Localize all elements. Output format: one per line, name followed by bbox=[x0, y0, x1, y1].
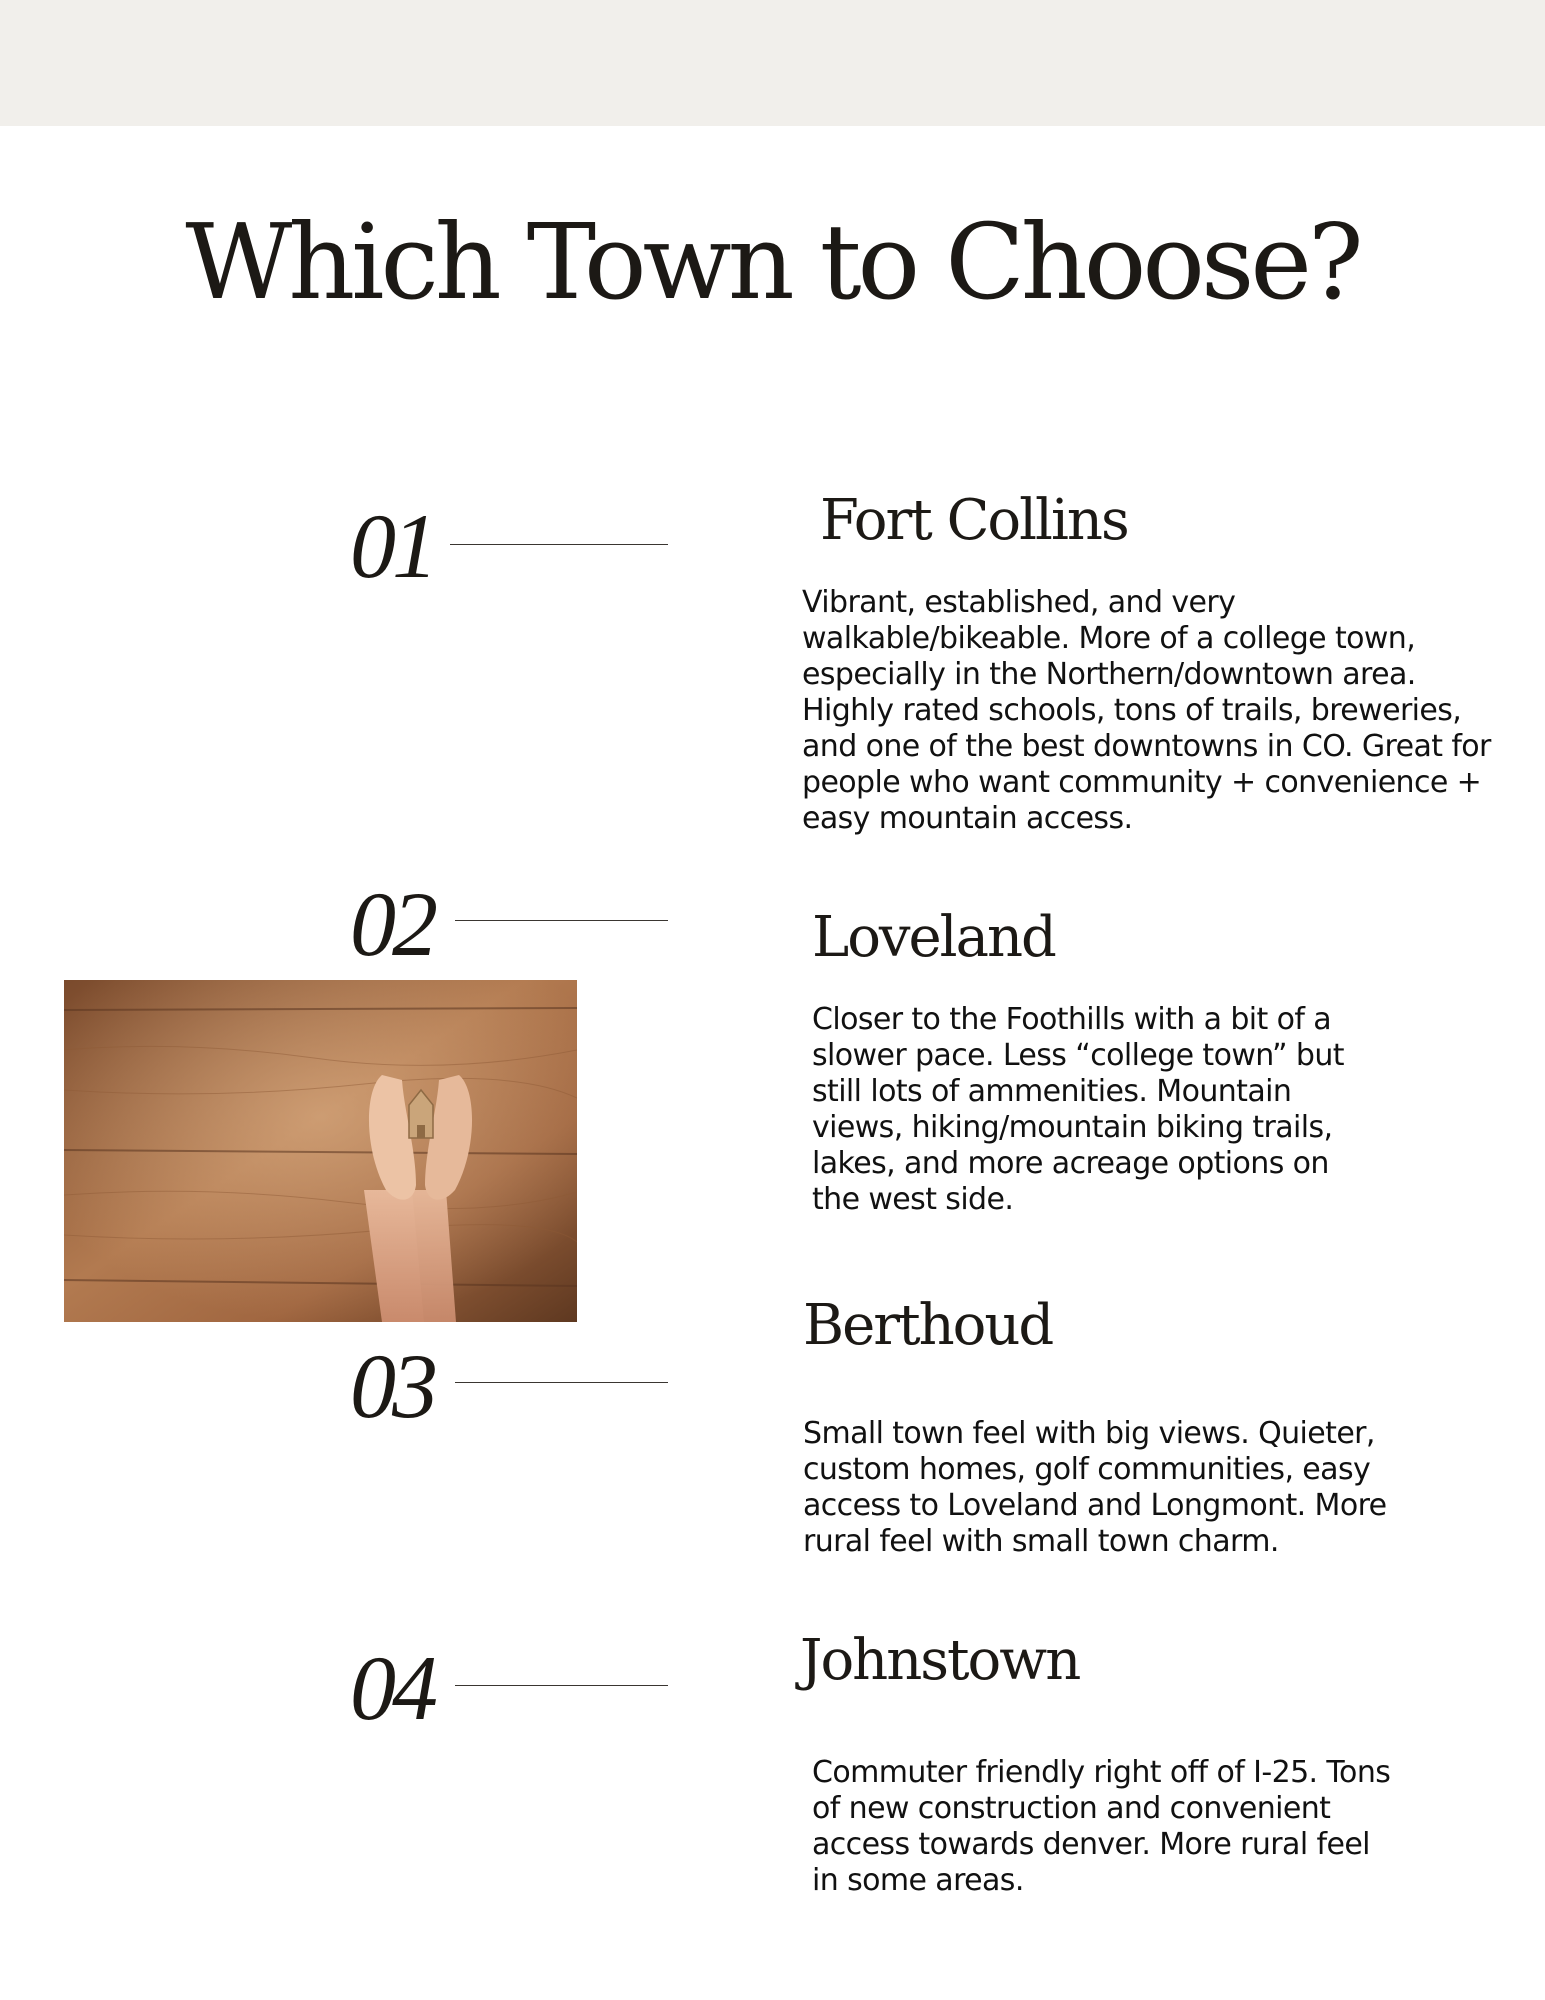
town-name: Loveland bbox=[812, 905, 1055, 970]
page-title: Which Town to Choose? bbox=[185, 201, 1360, 323]
town-description: Closer to the Foothills with a bit of a slower pace. Less “college town” but still lots of ammenities. Mountain views, hiking/mountain biking trails, lakes, and more acreage options on the west side. bbox=[812, 1002, 1344, 1217]
item-number: 01 bbox=[350, 495, 434, 597]
divider-line bbox=[455, 1382, 668, 1383]
divider-line bbox=[450, 544, 668, 545]
hands-holding-house-photo bbox=[64, 980, 577, 1322]
item-number: 04 bbox=[350, 1637, 434, 1739]
divider-line bbox=[455, 1685, 668, 1686]
town-description: Commuter friendly right off of I-25. Tons of new construction and convenient access towards denver. More rural feel in some areas. bbox=[812, 1755, 1391, 1898]
town-description: Vibrant, established, and very walkable/bikeable. More of a college town, especially in the Northern/downtown area. Highly rated schools, tons of trails, breweries, and one of the best downtowns in CO. Great for people who want community + convenience + easy mountain access. bbox=[802, 585, 1491, 836]
town-description: Small town feel with big views. Quieter, custom homes, golf communities, easy access to Loveland and Longmont. More rural feel with small town charm. bbox=[803, 1416, 1387, 1559]
item-number: 02 bbox=[350, 873, 434, 975]
town-name: Fort Collins bbox=[820, 488, 1128, 553]
town-name: Johnstown bbox=[800, 1628, 1080, 1693]
top-band bbox=[0, 0, 1545, 126]
item-number: 03 bbox=[350, 1335, 434, 1437]
town-name: Berthoud bbox=[803, 1293, 1053, 1358]
divider-line bbox=[455, 920, 668, 921]
